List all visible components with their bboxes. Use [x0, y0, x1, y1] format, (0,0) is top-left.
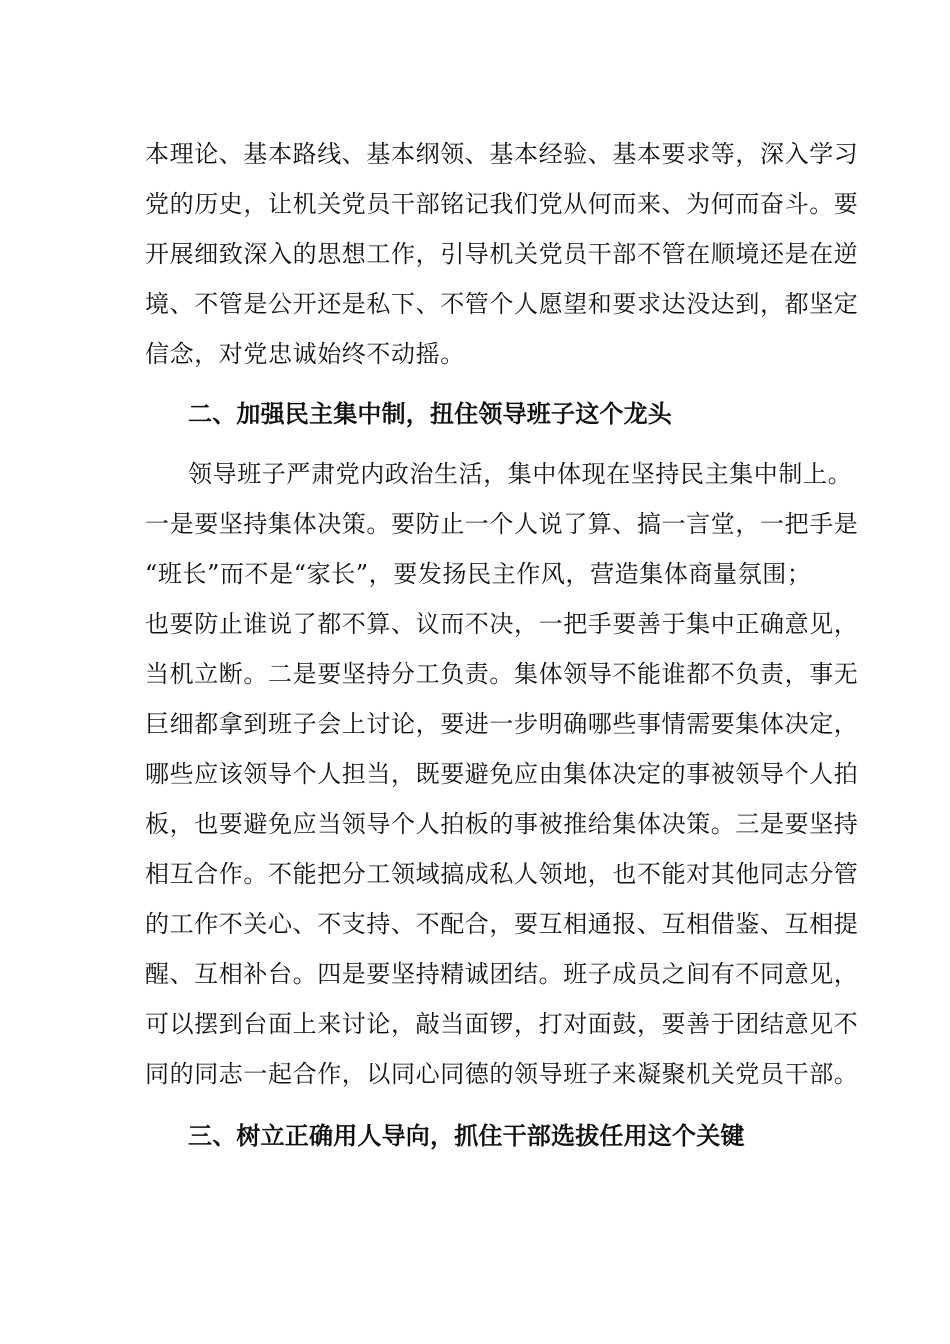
paragraph-2-line-12: 可以摆到台面上来讨论，敲当面锣，打对面鼓，要善于团结意见不: [145, 1010, 859, 1038]
section-heading-3: 三、树立正确用人导向，抓住干部选拔任用这个关键: [188, 1122, 745, 1150]
paragraph-2-line-13: 同的同志一起合作，以同心同德的领导班子来凝聚机关党员干部。: [145, 1060, 859, 1088]
paragraph-2-line-5: 当机立断。二是要坚持分工负责。集体领导不能谁都不负责，事无: [145, 660, 859, 688]
paragraph-2-line-8: 板，也要避免应当领导个人拍板的事被推给集体决策。三是要坚持: [145, 810, 859, 838]
paragraph-2-line-7: 哪些应该领导个人担当，既要避免应由集体决定的事被领导个人拍: [145, 760, 859, 788]
paragraph-1-line-3: 开展细致深入的思想工作，引导机关党员干部不管在顺境还是在逆: [145, 240, 859, 268]
paragraph-2-line-2: 一是要坚持集体决策。要防止一个人说了算、搞一言堂，一把手是: [145, 510, 859, 538]
paragraph-2-line-6: 巨细都拿到班子会上讨论，要进一步明确哪些事情需要集体决定，: [145, 710, 859, 738]
paragraph-2-line-11: 醒、互相补台。四是要坚持精诚团结。班子成员之间有不同意见，: [145, 960, 859, 988]
paragraph-2-line-3: “班长”而不是“家长”，要发扬民主作风，营造集体商量氛围；: [145, 560, 812, 588]
paragraph-1-line-2: 党的历史，让机关党员干部铭记我们党从何而来、为何而奋斗。要: [145, 190, 859, 218]
paragraph-1-line-5: 信念，对党忠诚始终不动摇。: [145, 340, 465, 368]
paragraph-2-line-4: 也要防止谁说了都不算、议而不决，一把手要善于集中正确意见，: [145, 610, 859, 638]
paragraph-1-line-4: 境、不管是公开还是私下、不管个人愿望和要求达没达到，都坚定: [145, 290, 859, 318]
paragraph-2-line-9: 相互合作。不能把分工领域搞成私人领地，也不能对其他同志分管: [145, 860, 859, 888]
paragraph-1-line-1: 本理论、基本路线、基本纲领、基本经验、基本要求等，深入学习: [145, 140, 859, 168]
paragraph-2-line-10: 的工作不关心、不支持、不配合，要互相通报、互相借鉴、互相提: [145, 910, 859, 938]
paragraph-2-line-1: 领导班子严肃党内政治生活，集中体现在坚持民主集中制上。: [188, 460, 853, 488]
section-heading-2: 二、加强民主集中制，扭住领导班子这个龙头: [188, 400, 672, 428]
